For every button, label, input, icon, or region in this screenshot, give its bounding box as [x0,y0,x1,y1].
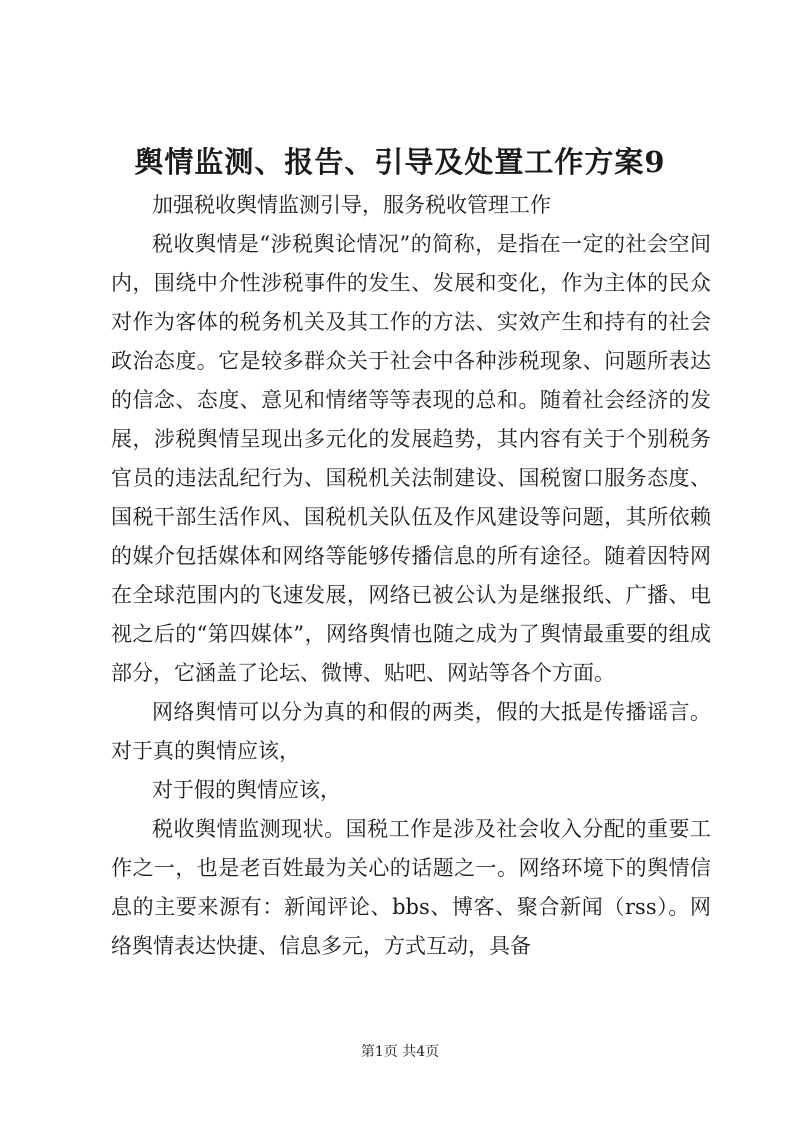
paragraph-false-opinion: 对于假的舆情应该， [152,778,341,802]
paragraph-subtitle: 加强税收舆情监测引导，服务税收管理工作 [152,193,551,217]
paragraph-definition: 税收舆情是“涉税舆论情况”的简称，是指在一定的社会空间内，围绕中介性涉税事件的发生、发展和变化，作为主体的民众对作为客体的税务机关及其工作的方法、实效产生和持有的社会政治态度。它是较多群众关于社会中各种涉税现象、问题所表达的信念、态度、意见和情绪等等表现的总和。随着社会经济的发展，涉税舆情呈现出多元化的发展趋势，其内容有关于个别税务官员的违法乱纪行为、国税机关法制建设、国税窗口服务态度、国税干部生活作风、国税机关队伍及作风建设等问题，其所依赖的媒介包括媒体和网络等能够传播信息的所有途径。随着因特网在全球范围内的飞速发展，网络已被公认为是继报纸、广播、电视之后的“第四媒体”，网络舆情也随之成为了舆情最重要的组成部分，它涵盖了论坛、微博、贴吧、网站等各个方面。 [111,232,711,685]
paragraph-classification: 网络舆情可以分为真的和假的两类，假的大抵是传播谣言。对于真的舆情应该， [111,700,711,763]
document-body [111,186,711,966]
page-number-footer: 第1页 共4页 [360,1044,440,1060]
paragraph-monitoring-status: 税收舆情监测现状。国税工作是涉及社会收入分配的重要工作之一，也是老百姓最为关心的话题之一。网络环境下的舆情信息的主要来源有：新闻评论、bbs、博客、聚合新闻（rss）。网络舆情表达快捷、信息多元，方式互动，具备 [111,817,711,958]
document-title: 舆情监测、报告、引导及处置工作方案9 [134,145,666,179]
